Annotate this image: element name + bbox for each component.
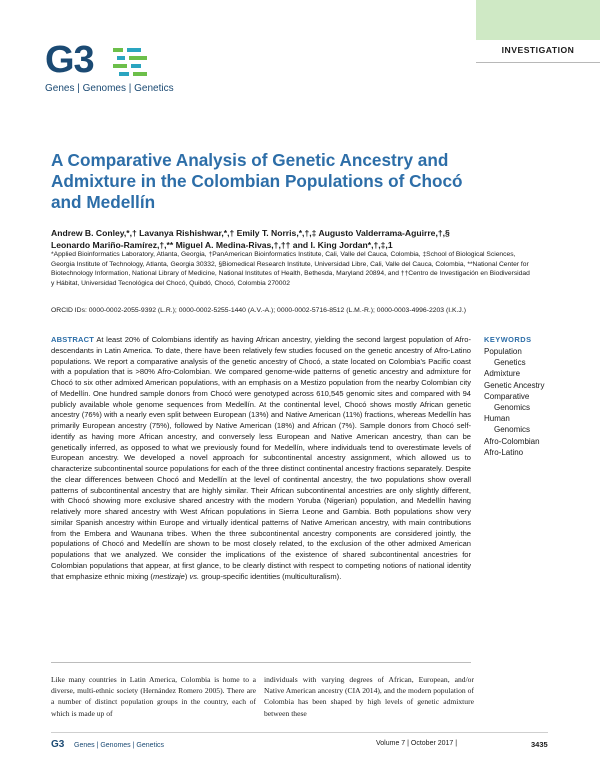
abstract-italic-vs: vs.: [189, 571, 200, 581]
footer-logo-tagline: Genes | Genomes | Genetics: [74, 742, 165, 749]
body-column-right: individuals with varying degrees of African, European, and/or Native American ancestry (CIA 2014), and the modern population of Colombia has been shaped by high levels of genetic admixture between these: [264, 675, 474, 718]
abstract-text-mid: ): [184, 571, 190, 581]
keyword-item: Human: [484, 414, 510, 424]
keyword-item: Afro-Latino: [484, 447, 524, 457]
keyword-item: Genomics: [494, 403, 531, 413]
article-title: A Comparative Analysis of Genetic Ancestry and Admixture in the Colombian Populations of Chocó and Medellín: [51, 150, 463, 212]
keyword-item: Genetic Ancestry: [484, 380, 545, 390]
section-divider: [476, 62, 600, 63]
page-number: 3435: [531, 740, 548, 749]
keyword-item: Genetics: [494, 358, 526, 368]
keyword-item: Population: [484, 347, 522, 356]
body-column-left: Like many countries in Latin America, Colombia is home to a diverse, multi-ethnic society (Hernández Romero 2005). There are a number of distinct population groups in the country, each of which is made up of: [51, 675, 256, 718]
journal-logo: [45, 40, 205, 100]
affiliations: *Applied Bioinformatics Laboratory, Atlanta, Georgia, †PanAmerican Bioinformatics Institute, Cali, Valle del Cauca, Colombia, ‡School of Biological Sciences, Georgia Institute of Technology, Atlanta, Georgia 30332, §Biomedical Research Institute, Universidad Libre, Cali, Valle del Cauca, Colombia, **National Center for Biotechnology Information, National Library of Medicine, National Institutes of Health, Bethesda, Maryland 20894, and ††Centro de Investigación en Biodiversidad y Hábitat, Universidad Tecnológica del Chocó, Quibdó, Chocó, Colombia 270002: [51, 251, 530, 287]
footer-volume-date: Volume 7 | October 2017 |: [376, 740, 458, 747]
abstract-label: ABSTRACT: [51, 335, 95, 344]
logo-tagline: Genes | Genomes | Genetics: [45, 83, 174, 94]
abstract: [51, 335, 471, 582]
section-color-tab: [476, 0, 600, 40]
keywords-heading: KEYWORDS: [484, 335, 532, 344]
footer-divider: [51, 732, 548, 733]
logo-mark: G3: [45, 39, 94, 81]
author-line-2: Leonardo Mariño-Ramírez,†,** Miguel A. Medina-Rivas,†,†† and I. King Jordan*,†,‡,1: [51, 240, 393, 250]
section-label: INVESTIGATION: [501, 45, 575, 55]
orcid-ids: ORCID IDs: 0000-0002-2055-9392 (L.R.); 0000-0002-5255-1440 (A.V.-A.); 0000-0002-5716-8512 (L.M.-R.); 0000-0003-4996-2203 (I.K.J.): [51, 307, 466, 314]
author-line-1: Andrew B. Conley,*,† Lavanya Rishishwar,*,† Emily T. Norris,*,†,‡ Augusto Valderrama-Aguirre,†,§: [51, 228, 450, 238]
abstract-italic-term: mestizaje: [152, 571, 185, 581]
abstract-text: At least 20% of Colombians identify as having African ancestry, yielding the second largest population of Afro-descendants in Latin America. To date, there have been relatively few studies focused on the genetic ancestry of Afro-Latino populations. We report a comparative analysis of the genetic ancestry of Chocó, a state located on Colombia's Pacific coast with a population that is >80% Afro-Colombian. We compared genome-wide patterns of genetic ancestry and admixture for Chocó to six other admixed American populations, with an emphasis on a Mestizo population from the nearby Colombian city of Medellín. One hundred sample donors from Chocó were genotyped across 610,545 genomic sites and compared with 94 publicly available whole genome sequences from Medellín. At the continental level, Chocó shows mostly African genetic ancestry (76%) with a nearly even split between European (13%) and Native American (11%) fractions, whereas Medellín has primarily European ancestry (75%), followed by Native American (18%) and African (7%). Sample donors from Chocó self-identify as having more African ancestry, and conversely less European and Native American ancestry, than can be genetically inferred, as opposed to what we previously found for Medellín, where individuals tend to overestimate levels of European ancestry. We developed a novel approach for subcontinental ancestry assignment, which allowed us to characterize subcontinental source populations for each of the three distinct continental ancestry fractions separately. Despite the clear differences between Chocó and Medellín at the level of continental ancestry, the two populations show overall patterns of subcontinental ancestry that are highly similar. Their African subcontinental ancestries are only slightly different, with Chocó showing more exclusive shared ancestry with the modern Yoruba (Nigerian) population, and Medellín having relatively more shared ancestry with West African populations in Sierra Leone and Gambia. Both populations show very similar Spanish ancestry within Europe and virtually identical patterns of Native American ancestry, with main contributions from the Embera and Waunana tribes. When the three subcontinental ancestry components are considered jointly, the populations of Chocó and Medellín are shown to be most closely related, to the exclusion of the other admixed American populations that we analyzed. We consider the implications of the existence of shared subcontinental ancestries for Colombian populations that appear, at first glance, to be clearly distinct with respect to competing notions of national identity that emphasize ethnic mixing (: [51, 335, 471, 581]
keyword-item: Comparative: [484, 391, 530, 401]
keyword-item: Admixture: [484, 369, 521, 379]
footer-logo-mark: G3: [51, 739, 65, 750]
keyword-item: Genomics: [494, 425, 531, 435]
logo-bars-icon: [113, 48, 153, 76]
footer-journal-logo: [51, 739, 191, 753]
abstract-divider: [51, 662, 471, 663]
author-list: [51, 227, 531, 251]
keyword-item: Afro-Colombian: [484, 436, 540, 446]
keywords-list: [484, 346, 584, 458]
abstract-text-end: group-specific identities (multiculturalism).: [199, 571, 342, 581]
